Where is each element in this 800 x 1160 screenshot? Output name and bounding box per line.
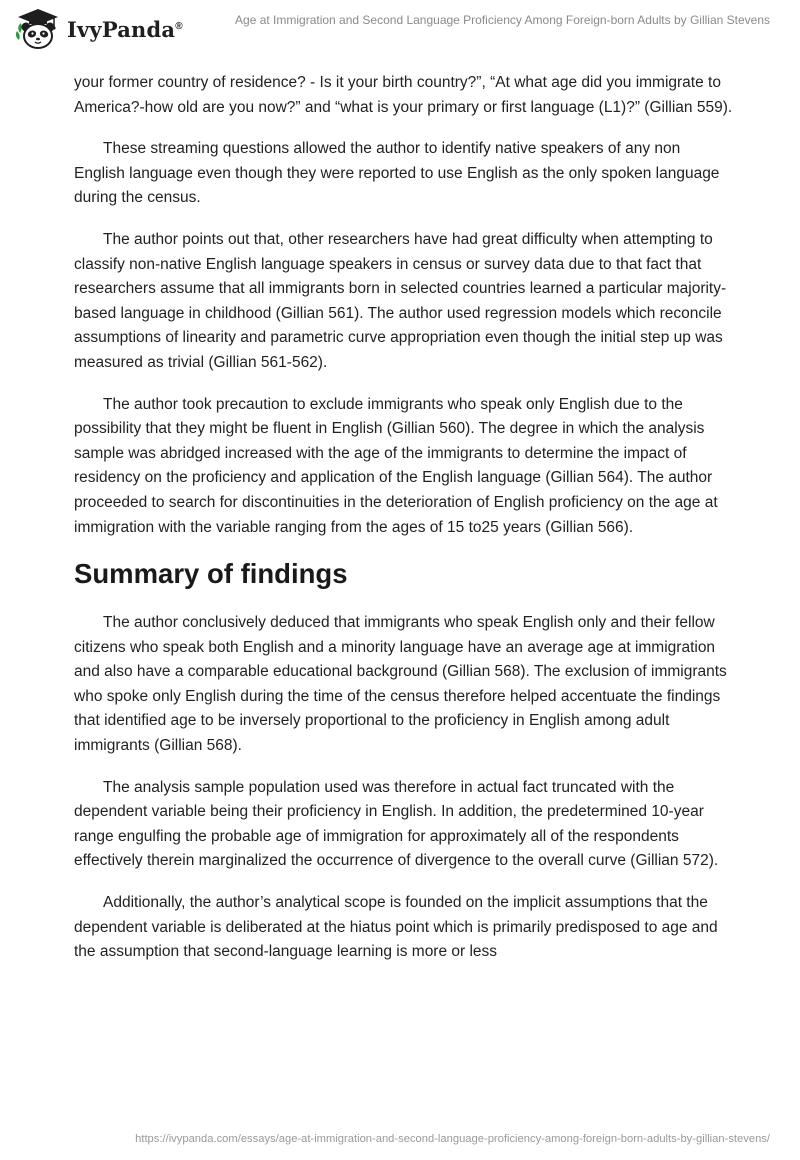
paragraph: The analysis sample population used was therefore in actual fact truncated with the dependent variable being their proficiency in English. In addition, the predetermined 10-year range engulfing the probable age of immigration for approximately all of the respondents effectively therein marginalized the occurrence of divergence to the overall curve (Gillian 572).: [74, 778, 719, 870]
brand-name: IvyPanda®: [67, 16, 183, 42]
paragraph: The author conclusively deduced that immigrants who speak English only and their fellow citizens who speak both English and a minority language have an average age at immigration and also have a comparable educational background (Gillian 568). The exclusion of immigrants who spoke only English during the time of the census therefore helped accentuate the findings that identified age to be inversely proportional to the proficiency in English among adult immigrants (Gillian 568).: [74, 614, 727, 755]
essay-title: Age at Immigration and Second Language Proficiency Among Foreign-born Adults by Gillian Stevens: [235, 13, 770, 27]
page-header: [0, 0, 800, 60]
section-heading: Summary of findings: [74, 558, 348, 590]
source-url[interactable]: https://ivypanda.com/essays/age-at-immigration-and-second-language-proficiency-among-foreign-born-adults-by-gillian-stevens/: [135, 1133, 770, 1145]
paragraph: Additionally, the author’s analytical scope is founded on the implicit assumptions that the dependent variable is deliberated at the hiatus point which is primarily predisposed to age and the assumption that second-language learning is more or less: [74, 894, 718, 961]
essay-body: [74, 71, 734, 982]
paragraph: These streaming questions allowed the author to identify native speakers of any non English language even though they were reported to use English as the only spoken language during the census.: [74, 140, 720, 207]
paragraph: The author took precaution to exclude immigrants who speak only English due to the possibility that they might be fluent in English (Gillian 560). The degree in which the analysis sample was abridged increased with the age of the immigrants to determine the impact of residency on the proficiency and application of the English language (Gillian 564). The author proceeded to search for discontinuities in the deterioration of English proficiency on the age at immigration with the variable ranging from the ages of 15 to25 years (Gillian 566).: [74, 395, 718, 536]
paragraph: The author points out that, other researchers have had great difficulty when attempting to classify non-native English language speakers in census or survey data due to that fact that researchers assume that all immigrants born in selected countries learned a particular majority-based language in childhood (Gillian 561). The author used regression models which reconcile assumptions of linearity and parametric curve appropriation even though the initial step up was measured as trivial (Gillian 561-562).: [74, 230, 727, 371]
registered-mark: ®: [175, 20, 183, 32]
paragraph: your former country of residence? - Is it your birth country?”, “At what age did you immigrate to America?-how old are you now?” and “what is your primary or first language (L1)?” (Gillian 559).: [74, 74, 733, 116]
panda-graduate-icon: [14, 7, 62, 51]
ivypanda-logo[interactable]: [14, 6, 183, 52]
